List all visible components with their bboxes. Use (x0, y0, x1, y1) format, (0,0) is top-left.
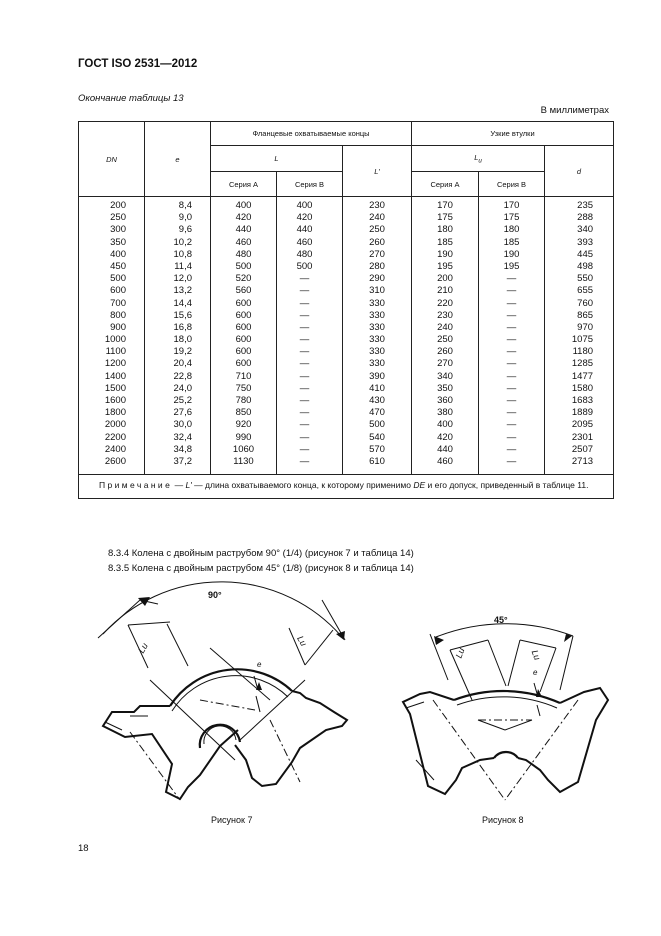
table-cell: 500 (296, 260, 313, 272)
table-cell: 34,8 (173, 443, 192, 455)
table-cell: 750 (235, 382, 252, 394)
table-cell: — (299, 309, 310, 321)
table-cell: 1800 (104, 407, 126, 419)
table-cell: 850 (235, 407, 252, 419)
table-cell: 1130 (233, 455, 254, 467)
table-cell: 460 (235, 236, 252, 248)
table-cell: 9,6 (178, 224, 192, 236)
figure-7-angle: 90° (208, 590, 222, 600)
note-L-prime: L' (185, 480, 192, 490)
table-cell: 800 (110, 309, 126, 321)
table-cell: 2000 (104, 419, 126, 431)
column-dn (79, 197, 145, 475)
table-cell: 25,2 (173, 395, 192, 406)
table-cell: 310 (369, 285, 385, 297)
table-cell: 600 (235, 358, 252, 370)
column-d (545, 197, 614, 475)
table-cell: 330 (369, 321, 385, 333)
table-cell: 170 (503, 200, 520, 211)
table-cell: 600 (235, 346, 252, 358)
table-cell: 400 (110, 248, 126, 260)
table-cell: — (506, 321, 517, 333)
table-cell: — (506, 407, 517, 419)
table-cell: — (299, 382, 310, 394)
table-cell: 655 (577, 285, 594, 297)
table-cell: — (506, 358, 517, 370)
figure-8-lu-left: Lu (453, 646, 467, 660)
table-cell: — (299, 431, 310, 443)
table-cell: — (506, 455, 517, 467)
column-L-series-b (277, 197, 343, 475)
table-cell: 190 (503, 248, 520, 260)
figure-8-angle: 45° (494, 615, 508, 625)
table-cell: 10,8 (173, 248, 192, 260)
table-cell: 560 (235, 285, 252, 297)
table-cell: 260 (369, 236, 385, 248)
table-cell: 210 (437, 285, 453, 297)
table-cell: — (299, 407, 310, 419)
table-cell: 10,2 (173, 236, 192, 248)
table-cell: 430 (369, 395, 385, 406)
table-cell: 460 (437, 455, 453, 467)
header-narrow-sockets: Узкие втулки (412, 122, 614, 146)
header-series-a-L: Серия А (211, 172, 277, 197)
table-cell: 500 (369, 419, 385, 431)
table-cell: 350 (437, 382, 453, 394)
table-cell: 15,6 (173, 309, 192, 321)
table-body-row (79, 197, 614, 475)
table-cell: 1075 (571, 334, 594, 346)
column-Lu-series-a (412, 197, 479, 475)
figure-7-e: e (257, 660, 262, 669)
table-cell: 865 (577, 309, 594, 321)
table-cell: 500 (235, 260, 252, 272)
table-cell: 410 (369, 382, 385, 394)
figure-8-e: e (533, 668, 538, 677)
table-cell: 440 (437, 443, 453, 455)
table-cell: — (506, 297, 517, 309)
table-cell: — (299, 297, 310, 309)
table-cell: — (299, 358, 310, 370)
table-cell: 970 (577, 321, 594, 333)
table-cell: 220 (437, 297, 453, 309)
figure-7-lu-right: Lu (295, 634, 309, 648)
table-cell: 12,0 (173, 273, 192, 285)
table-cell: 200 (110, 200, 126, 211)
table-cell: 300 (110, 224, 126, 236)
table-cell: 760 (577, 297, 594, 309)
table-note (79, 475, 614, 499)
table-cell: 600 (235, 334, 252, 346)
table-cell: 900 (110, 321, 126, 333)
table-cell: 420 (296, 212, 313, 224)
table-cell: 22,8 (173, 370, 192, 382)
units-label: В миллиметрах (540, 105, 609, 116)
header-Lu (412, 146, 545, 172)
table-cell: 175 (437, 212, 453, 224)
table-cell: 780 (235, 395, 252, 406)
table-cell: 1400 (104, 370, 126, 382)
table-cell: 230 (437, 309, 453, 321)
figure-8-caption: Рисунок 8 (482, 815, 524, 825)
section-8-3-5: 8.3.5 Колена с двойным раструбом 45° (1/8) (рисунок 8 и таблица 14) (108, 563, 414, 574)
table-cell: — (299, 395, 310, 406)
table-cell: 460 (296, 236, 313, 248)
table-cell: 19,2 (173, 346, 192, 358)
table-cell: 260 (437, 346, 453, 358)
table-cell: 288 (577, 212, 594, 224)
table-cell: — (299, 321, 310, 333)
table-cell: 180 (437, 224, 453, 236)
table-cell: — (506, 285, 517, 297)
figure-7-lu-left: Lu (136, 641, 150, 655)
table-cell: 700 (110, 297, 126, 309)
document-header: ГОСТ ISO 2531—2012 (78, 58, 198, 70)
section-8-3-4: 8.3.4 Колена с двойным раструбом 90° (1/4) (рисунок 7 и таблица 14) (108, 548, 414, 559)
table-cell: 240 (369, 212, 385, 224)
table-cell: 250 (369, 224, 385, 236)
table-cell: 1180 (572, 346, 594, 358)
table-cell: 24,0 (173, 382, 192, 394)
table-cell: 498 (577, 260, 594, 272)
header-dn: DN (79, 122, 145, 197)
header-d: d (545, 146, 614, 197)
table-cell: 340 (577, 224, 594, 236)
table-cell: — (506, 419, 517, 431)
table-cell: 710 (235, 370, 252, 382)
table-cell: 185 (437, 236, 453, 248)
table-cell: 195 (437, 260, 453, 272)
header-series-b-Lu: Серия В (479, 172, 545, 197)
table-cell: 570 (369, 443, 385, 455)
note-DE: DE (413, 480, 426, 490)
table-cell: 1285 (571, 358, 594, 370)
table-cell: 8,4 (178, 200, 192, 211)
column-Lu-series-b (479, 197, 545, 475)
table-13 (78, 121, 614, 499)
table-cell: — (506, 443, 517, 455)
table-cell: 2400 (104, 443, 126, 455)
table-cell: 400 (235, 200, 252, 211)
table-cell: 445 (577, 248, 594, 260)
table-cell: 37,2 (173, 455, 192, 467)
table-cell: 1500 (104, 382, 126, 394)
table-cell: 380 (437, 407, 453, 419)
header-e: e (145, 122, 211, 197)
table-cell: 20,4 (173, 358, 192, 370)
table-cell: — (299, 455, 310, 467)
table-cell: 330 (369, 334, 385, 346)
table-cell: — (506, 273, 517, 285)
table-cell: 11,4 (174, 260, 192, 272)
table-cell: 540 (369, 431, 385, 443)
table-cell: 235 (577, 200, 594, 211)
table-cell: 440 (296, 224, 313, 236)
table-cell: 280 (369, 260, 385, 272)
table-cell: — (299, 346, 310, 358)
header-Lu-sub: u (478, 157, 482, 165)
table-cell: 610 (369, 455, 385, 467)
table-cell: 330 (369, 309, 385, 321)
table-cell: 190 (437, 248, 453, 260)
table-cell: 250 (437, 334, 453, 346)
table-cell: 13,2 (173, 285, 192, 297)
table-cell: — (506, 431, 517, 443)
column-L-series-a (211, 197, 277, 475)
table-cell: — (506, 346, 517, 358)
table-cell: 920 (235, 419, 252, 431)
header-flanged-spigots: Фланцевые охватываемые концы (211, 122, 412, 146)
table-cell: 600 (235, 321, 252, 333)
note-label: Примечание (99, 480, 173, 490)
table-cell: 600 (235, 297, 252, 309)
table-cell: 393 (577, 236, 594, 248)
table-cell: 1000 (104, 334, 126, 346)
table-cell: 290 (369, 273, 385, 285)
table-cell: 600 (235, 309, 252, 321)
header-L-prime: L' (343, 146, 412, 197)
column-e (145, 197, 211, 475)
table-cell: 1200 (104, 358, 126, 370)
table-cell: — (299, 370, 310, 382)
table-cell: 180 (503, 224, 520, 236)
note-dash: — (172, 480, 186, 490)
table-cell: 9,0 (178, 212, 192, 224)
table-cell: 270 (437, 358, 453, 370)
table-cell: 2600 (104, 455, 126, 467)
table-cell: 440 (235, 224, 252, 236)
table-cell: 230 (369, 200, 385, 211)
table-cell: 16,8 (173, 321, 192, 333)
table-cell: 1889 (571, 407, 594, 419)
header-L: L (211, 146, 343, 172)
table-cell: 1683 (571, 395, 594, 406)
table-cell: 27,6 (173, 407, 192, 419)
table-cell: 18,0 (173, 334, 192, 346)
table-cell: 175 (503, 212, 520, 224)
table-cell: — (299, 285, 310, 297)
table-cell: 400 (296, 200, 313, 211)
table-cell: — (506, 309, 517, 321)
table-cell: 1060 (232, 443, 255, 455)
table-cell: 14,4 (173, 297, 192, 309)
table-cell: 2200 (104, 431, 126, 443)
table-cell: 390 (369, 370, 385, 382)
table-cell: 195 (503, 260, 520, 272)
table-cell: 480 (235, 248, 252, 260)
table-cell: 330 (369, 346, 385, 358)
header-Lu-text: L (474, 152, 479, 162)
table-cell: 330 (369, 297, 385, 309)
figure-8-lu-right: Lu (529, 648, 543, 662)
table-cell: 400 (437, 419, 453, 431)
table-cell: 480 (296, 248, 313, 260)
table-cell: — (506, 370, 517, 382)
table-cell: 500 (110, 273, 126, 285)
table-cell: — (506, 395, 517, 406)
note-text-1: — длина охватываемого конца, к которому применимо (191, 480, 414, 490)
header-series-a-Lu: Серия А (412, 172, 479, 197)
header-series-b-L: Серия В (277, 172, 343, 197)
table-cell: 360 (437, 395, 453, 406)
column-L-prime (343, 197, 412, 475)
table-cell: 1600 (104, 395, 126, 406)
table-cell: 470 (369, 407, 385, 419)
table-caption: Окончание таблицы 13 (78, 93, 184, 104)
table-cell: 185 (503, 236, 520, 248)
table-cell: 2301 (571, 431, 594, 443)
page-number: 18 (78, 843, 89, 854)
table-cell: 2095 (571, 419, 594, 431)
table-cell: 330 (369, 358, 385, 370)
table-cell: — (299, 419, 310, 431)
table-cell: — (299, 334, 310, 346)
table-cell: 250 (110, 212, 126, 224)
table-cell: 1580 (571, 382, 594, 394)
table-cell: 2507 (571, 443, 594, 455)
table-cell: 990 (235, 431, 252, 443)
table-cell: 450 (110, 260, 126, 272)
table-cell: 1477 (571, 370, 594, 382)
table-cell: 420 (235, 212, 252, 224)
table-cell: 1100 (105, 346, 126, 358)
table-cell: — (299, 443, 310, 455)
table-cell: 240 (437, 321, 453, 333)
table-cell: 550 (577, 273, 594, 285)
table-cell: 170 (437, 200, 453, 211)
table-cell: 32,4 (173, 431, 192, 443)
table-cell: — (506, 334, 517, 346)
table-cell: 2713 (571, 455, 594, 467)
table-cell: 340 (437, 370, 453, 382)
figure-7-caption: Рисунок 7 (211, 815, 253, 825)
table-cell: 270 (369, 248, 385, 260)
table-cell: — (506, 382, 517, 394)
table-cell: 420 (437, 431, 453, 443)
table-cell: 350 (110, 236, 126, 248)
table-cell: — (299, 273, 310, 285)
note-text-2: и его допуск, приведенный в таблице 11. (425, 480, 589, 490)
table-cell: 600 (110, 285, 126, 297)
table-cell: 30,0 (173, 419, 192, 431)
table-cell: 200 (437, 273, 453, 285)
table-cell: 520 (235, 273, 252, 285)
